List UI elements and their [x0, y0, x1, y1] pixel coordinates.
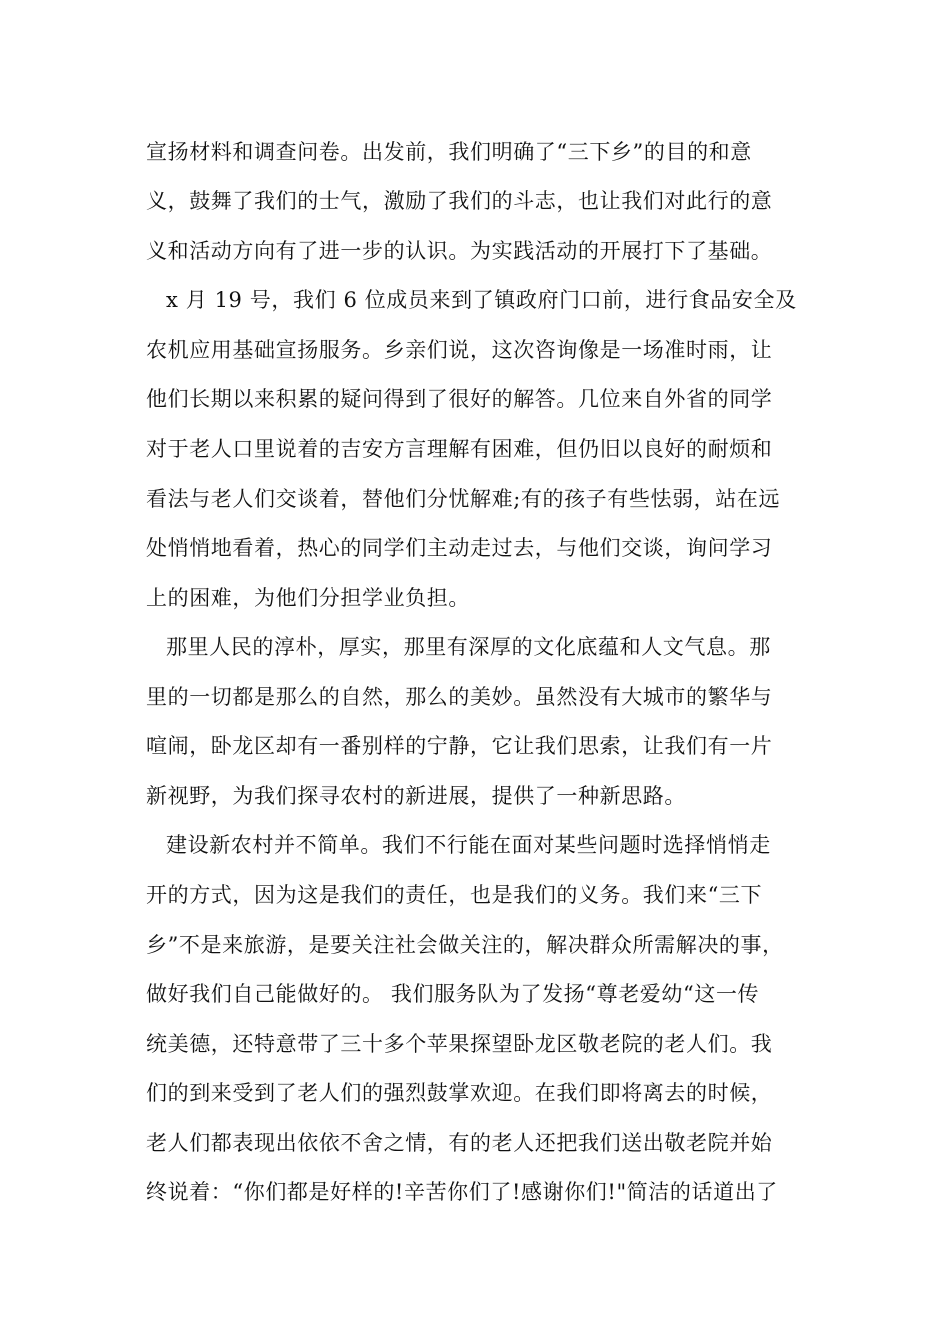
text-line: 终说着：“你们都是好样的!辛苦你们了!感谢你们!"简洁的话道出了: [146, 1180, 778, 1204]
text-line: 处悄悄地看着，热心的同学们主动走过去，与他们交谈，询问学习: [146, 536, 773, 560]
text-line: 们的到来受到了老人们的强烈鼓掌欢迎。在我们即将离去的时候，: [146, 1081, 773, 1105]
text-line: 义，鼓舞了我们的士气，激励了我们的斗志，也让我们对此行的意: [146, 189, 773, 213]
text-line: 宣扬材料和调查问卷。出发前，我们明确了“三下乡”的目的和意: [146, 140, 752, 164]
text-line: 农机应用基础宣扬服务。乡亲们说，这次咨询像是一场准时雨，让: [146, 338, 773, 362]
text-line: 乡”不是来旅游，是要关注社会做关注的，解决群众所需解决的事，: [146, 933, 784, 957]
text-line: 对于老人口里说着的吉安方言理解有困难，但仍旧以良好的耐烦和: [146, 437, 773, 461]
text-line: 里的一切都是那么的自然，那么的美妙。虽然没有大城市的繁华与: [146, 685, 773, 709]
text-line: 做好我们自己能做好的。 我们服务队为了发扬“尊老爱幼“这一传: [146, 982, 760, 1006]
text-line: 义和活动方向有了进一步的认识。为实践活动的开展打下了基础。: [146, 239, 773, 263]
text-line: 喧闹，卧龙区却有一番别样的宁静，它让我们思索，让我们有一片: [146, 734, 773, 758]
text-line: 他们长期以来积累的疑问得到了很好的解答。几位来自外省的同学: [146, 387, 773, 411]
text-line: 统美德，还特意带了三十多个苹果探望卧龙区敬老院的老人们。我: [146, 1032, 773, 1056]
text-line: 新视野，为我们探寻农村的新进展，提供了一种新思路。: [146, 784, 686, 808]
text-line: 开的方式，因为这是我们的责任，也是我们的义务。我们来“三下: [146, 883, 763, 907]
paragraph-start-line: 建设新农村并不简单。我们不行能在面对某些问题时选择悄悄走: [166, 833, 771, 857]
text-line: 看法与老人们交谈着，替他们分忧解难;有的孩子有些怯弱，站在远: [146, 487, 781, 511]
paragraph-start-line: x 月 19 号，我们 6 位成员来到了镇政府门口前，进行食品安全及: [166, 288, 797, 312]
text-line: 老人们都表现出依依不舍之情，有的老人还把我们送出敬老院并始: [146, 1131, 773, 1155]
paragraph-start-line: 那里人民的淳朴，厚实，那里有深厚的文化底蕴和人文气息。那: [166, 635, 771, 659]
text-line: 上的困难，为他们分担学业负担。: [146, 586, 470, 610]
